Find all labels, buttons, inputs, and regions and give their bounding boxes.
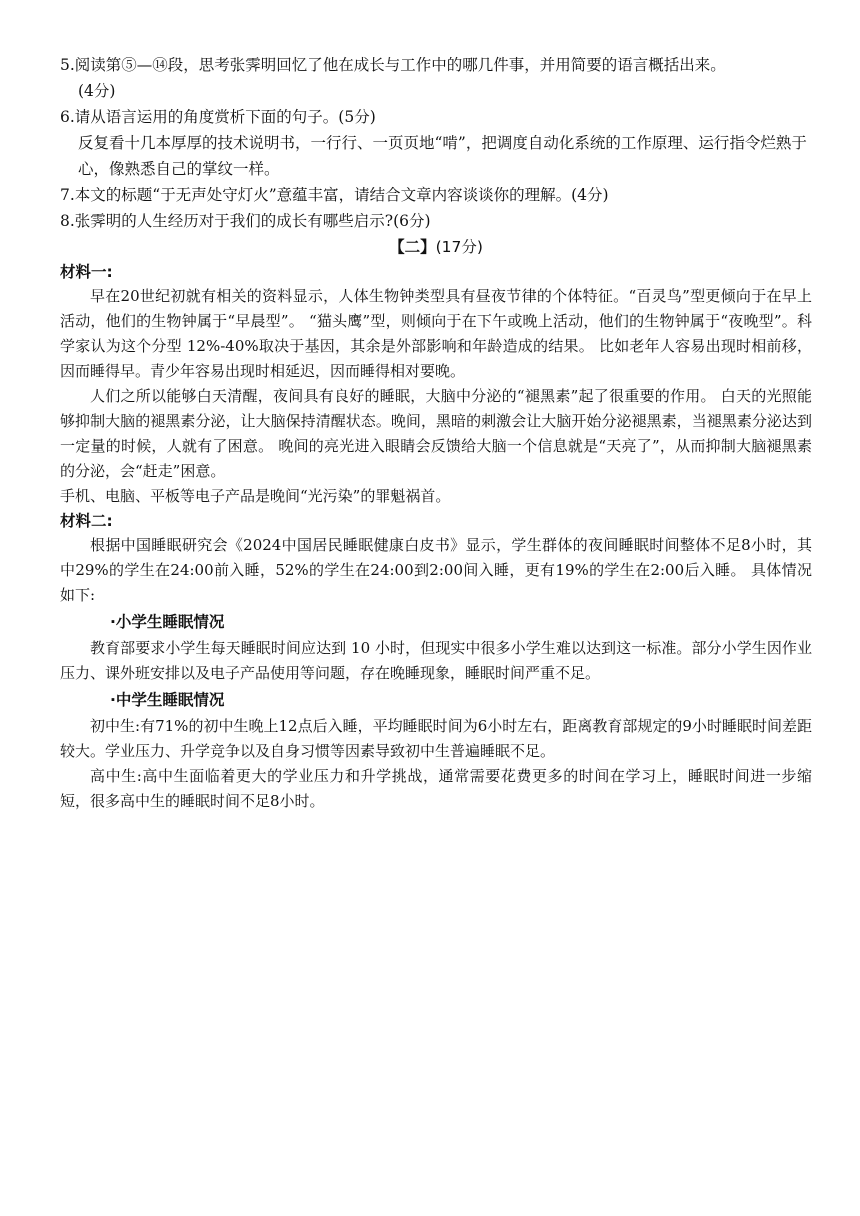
middle-school-heading: ·中学生睡眠情况: [110, 691, 225, 709]
junior-high-paragraph: 初中生:有71%的初中生晚上12点后入睡，平均睡眠时间为6小时左右，距离教育部规定的9小时睡眠时间差距较大。学业压力、升学竞争以及自身习惯等因素导致初中生普遍睡眠不足。: [60, 717, 812, 760]
section-label: 【二】: [389, 238, 436, 256]
section-score: (17分): [435, 238, 483, 256]
primary-school-heading: ·小学生睡眠情况: [110, 613, 225, 631]
senior-high-paragraph: 高中生:高中生面临着更大的学业压力和升学挑战，通常需要花费更多的时间在学习上，睡眠时间进一步缩短，很多高中生的睡眠时间不足8小时。: [60, 767, 812, 810]
question-6: 6.请从语言运用的角度赏析下面的句子。(5分): [60, 108, 376, 126]
question-5: [60, 52, 812, 78]
question-6-quote: 反复看十几本厚厚的技术说明书，一行行、一页页地“啃”，把调度自动化系统的工作原理、运行指令烂熟于心，像熟悉自己的掌纹一样。: [78, 134, 807, 178]
primary-school-paragraph: 教育部要求小学生每天睡眠时间应达到 10 小时，但现实中很多小学生难以达到这一标准。部分小学生因作业压力、课外班安排以及电子产品使用等问题，存在晚睡现象，睡眠时间严重不足。: [60, 639, 812, 682]
material-1-paragraph-tail: 手机、电脑、平板等电子产品是晚间“光污染”的罪魁祸首。: [60, 487, 451, 505]
section-title: [60, 234, 812, 260]
material-1-heading: 材料一:: [60, 263, 113, 281]
material-2-heading: 材料二:: [60, 512, 113, 530]
question-5-score: (4分): [78, 82, 116, 100]
material-1-paragraph-1: 早在20世纪初就有相关的资料显示，人体生物钟类型具有昼夜节律的个体特征。“百灵鸟”型更倾向于在早上活动，他们的生物钟属于“早晨型”。 “猫头鹰”型，则倾向于在下午或晚上活动，他们的生物钟属于“夜晚型”。科学家认为这个分型 12%-40%取决于基因，其余是外部影响和年龄造成的结果。 比如老年人容易出现时相前移，因而睡得早。青少年容易出现时相延迟，因而睡得相对要晚。: [60, 287, 812, 380]
question-7: 7.本文的标题“于无声处守灯火”意蕴丰富，请结合文章内容谈谈你的理解。(4分): [60, 186, 609, 204]
exam-page: [60, 52, 812, 814]
question-8: 8.张霁明的人生经历对于我们的成长有哪些启示?(6分): [60, 212, 431, 230]
material-1-paragraph-2: 人们之所以能够白天清醒，夜间具有良好的睡眠，大脑中分泌的“褪黑素”起了很重要的作用。 白天的光照能够抑制大脑的褪黑素分泌，让大脑保持清醒状态。晚间，黑暗的刺激会让大脑开始分泌褪黑素，当褪黑素分泌达到一定量的时候，人就有了困意。 晚间的亮光进入眼睛会反馈给大脑一个信息就是“天亮了”，从而抑制大脑褪黑素的分泌，会“赶走”困意。: [60, 387, 812, 480]
question-5-text: 5.阅读第⑤—⑭段，思考张霁明回忆了他在成长与工作中的哪几件事，并用简要的语言概括出来。: [60, 56, 726, 74]
material-2-intro: 根据中国睡眠研究会《2024中国居民睡眠健康白皮书》显示，学生群体的夜间睡眠时间整体不足8小时，其中29%的学生在24:00前入睡，52%的学生在24:00到2:00间入睡，更有19%的学生在2:00后入睡。 具体情况如下:: [60, 536, 812, 604]
